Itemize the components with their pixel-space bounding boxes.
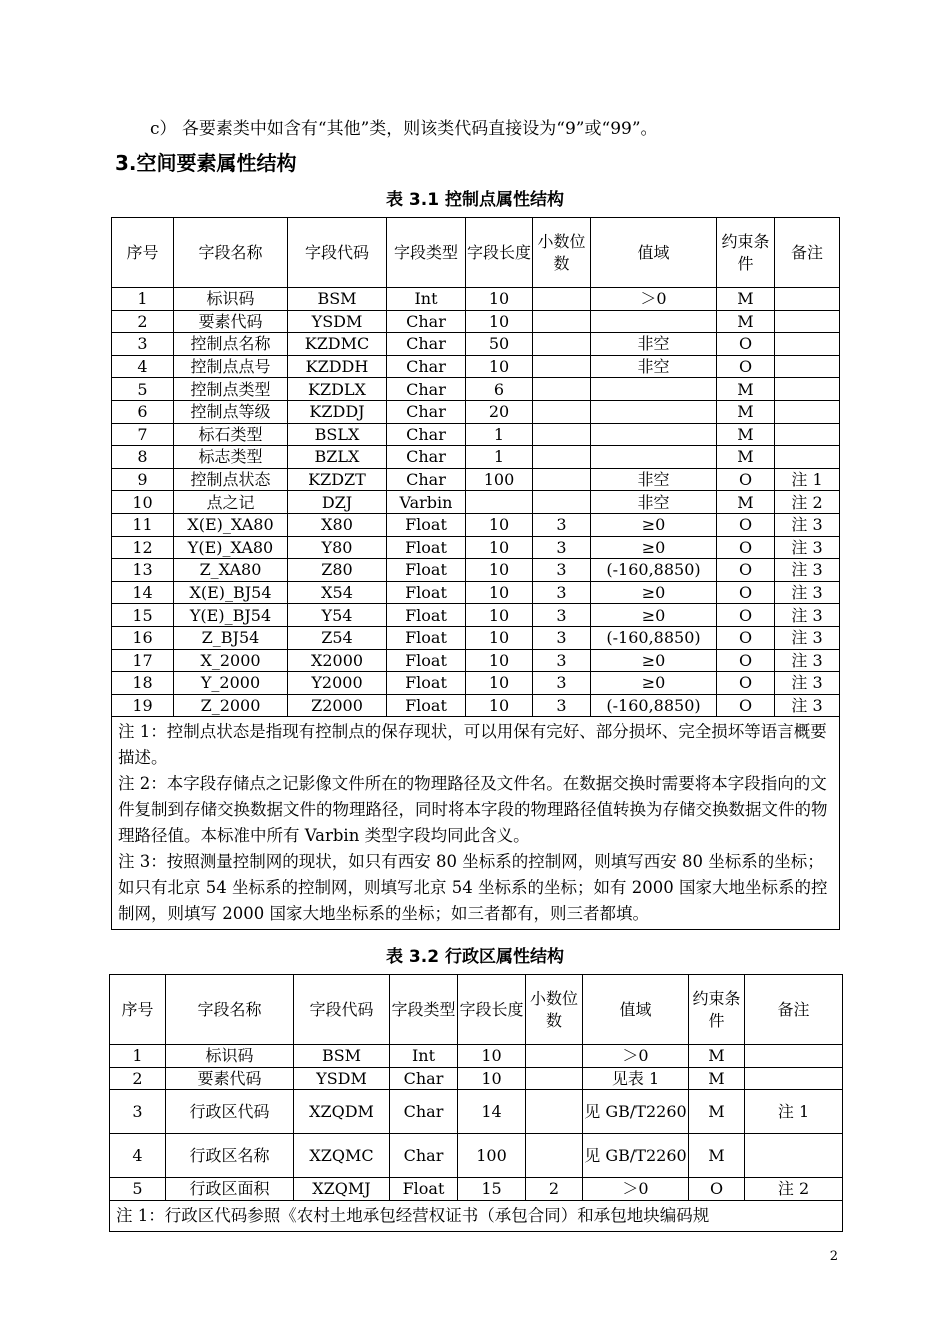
table-cell: 10: [466, 355, 533, 378]
table-cell: [533, 355, 591, 378]
table-cell: 10: [466, 536, 533, 559]
table-cell: O: [717, 694, 775, 717]
table-cell: XZQMC: [294, 1134, 390, 1178]
table-cell: M: [689, 1067, 745, 1090]
table-cell: Float: [387, 513, 466, 536]
table-cell: Float: [387, 694, 466, 717]
table-cell: 17: [112, 649, 174, 672]
table-cell: X80: [288, 513, 387, 536]
table-cell: ≥0: [591, 581, 717, 604]
table-cell: [775, 378, 840, 401]
table-note: 注 1：行政区代码参照《农村土地承包经营权证书（承包合同）和承包地块编码规: [116, 1205, 710, 1225]
table-cell: ≥0: [591, 672, 717, 695]
table-cell: 2: [110, 1067, 166, 1090]
table-cell: 15: [112, 604, 174, 627]
table-cell: O: [689, 1178, 745, 1201]
table-cell: 4: [112, 355, 174, 378]
table-cell: Char: [387, 423, 466, 446]
table-cell: 控制点状态: [174, 468, 288, 491]
table-cell: KZDDJ: [288, 400, 387, 423]
table-caption-admin-region: 表 3.2 行政区属性结构: [386, 947, 564, 967]
table-row: [112, 581, 840, 604]
table-cell: 2: [526, 1178, 583, 1201]
table-cell: 10: [466, 288, 533, 311]
table-cell: O: [717, 355, 775, 378]
table-cell: Int: [390, 1045, 458, 1068]
table-cell: 见 GB/T2260: [583, 1090, 689, 1134]
table-cell: 标志类型: [174, 446, 288, 469]
table-notes-row: [112, 717, 840, 930]
table-cell: [591, 400, 717, 423]
table-row: [110, 1067, 843, 1090]
table-cell: Char: [387, 468, 466, 491]
table-row: [112, 310, 840, 333]
table-row: [112, 288, 840, 311]
table-cell: 1: [466, 423, 533, 446]
table-note: 注 1：控制点状态是指现有控制点的保存现状，可以用保有完好、部分损坏、完全损坏等语言概要描述。: [118, 722, 827, 768]
table-row: [112, 468, 840, 491]
table-row: [112, 649, 840, 672]
table-cell: M: [717, 378, 775, 401]
table-cell: 6: [466, 378, 533, 401]
table-cell: 18: [112, 672, 174, 695]
table-cell: Y_2000: [174, 672, 288, 695]
column-header: 约束条件: [689, 975, 745, 1045]
table-cell: O: [717, 333, 775, 356]
section-heading: 3.空间要素属性结构: [115, 151, 297, 175]
table-cell: Varbin: [387, 491, 466, 514]
list-item-c: c） 各要素类中如含有“其他”类，则该类代码直接设为“9”或“99”。: [150, 119, 658, 139]
table-cell: [526, 1090, 583, 1134]
table-cell: O: [717, 626, 775, 649]
table-cell: [745, 1045, 843, 1068]
table-cell: KZDZT: [288, 468, 387, 491]
table-cell: [533, 468, 591, 491]
table-cell: 标识码: [174, 288, 288, 311]
table-row: [112, 672, 840, 695]
table-row: [112, 333, 840, 356]
table-cell: [526, 1067, 583, 1090]
table-cell: (-160,8850): [591, 559, 717, 582]
table-cell: KZDLX: [288, 378, 387, 401]
table-cell: O: [717, 649, 775, 672]
column-header: 约束条件: [717, 218, 775, 288]
table-cell: [466, 491, 533, 514]
table-cell: 3: [533, 581, 591, 604]
table-cell: Char: [387, 446, 466, 469]
table-cell: Y(E)_BJ54: [174, 604, 288, 627]
table-cell: O: [717, 581, 775, 604]
table-cell: 见表 1: [583, 1067, 689, 1090]
table-row: [110, 1090, 843, 1134]
table-cell: 控制点等级: [174, 400, 288, 423]
table-cell: 2: [112, 310, 174, 333]
table-cell: 5: [110, 1178, 166, 1201]
table-cell: Char: [387, 355, 466, 378]
table-cell: (-160,8850): [591, 694, 717, 717]
column-header: 序号: [112, 218, 174, 288]
table-cell: X(E)_XA80: [174, 513, 288, 536]
table-cell: 100: [466, 468, 533, 491]
table-cell: 6: [112, 400, 174, 423]
table-cell: 10: [458, 1067, 526, 1090]
table-cell: 10: [466, 513, 533, 536]
table-cell: 20: [466, 400, 533, 423]
table-cell: [533, 310, 591, 333]
table-cell: 100: [458, 1134, 526, 1178]
table-cell: 注 3: [775, 649, 840, 672]
table-notes-row: [110, 1200, 843, 1231]
table-cell: ≥0: [591, 513, 717, 536]
table-cell: 10: [112, 491, 174, 514]
table-cell: O: [717, 468, 775, 491]
table-cell: 16: [112, 626, 174, 649]
table-cell: BSM: [294, 1045, 390, 1068]
table-cell: 12: [112, 536, 174, 559]
table-cell: [533, 333, 591, 356]
table-note: 注 2：本字段存储点之记影像文件所在的物理路径及文件名。在数据交换时需要将本字段指向的文件复制到存储交换数据文件的物理路径，同时将本字段的物理路径值转换为存储交换数据文件的物理路径值。本标准中所有 Varbin 类型字段均同此含义。: [118, 774, 828, 846]
table-cell: 13: [112, 559, 174, 582]
table-cell: 点之记: [174, 491, 288, 514]
column-header: 字段长度: [466, 218, 533, 288]
table-cell: 11: [112, 513, 174, 536]
table-cell: Char: [390, 1067, 458, 1090]
table-cell: O: [717, 559, 775, 582]
table-cell: [533, 400, 591, 423]
table-cell: X_2000: [174, 649, 288, 672]
table-cell: 非空: [591, 355, 717, 378]
table-cell: Z54: [288, 626, 387, 649]
table-row: [112, 604, 840, 627]
table-cell: O: [717, 536, 775, 559]
table-cell: 见 GB/T2260: [583, 1134, 689, 1178]
table-cell: Z80: [288, 559, 387, 582]
table-cell: 要素代码: [174, 310, 288, 333]
table-row: [112, 446, 840, 469]
table-cell: M: [689, 1134, 745, 1178]
page-number: 2: [829, 1249, 838, 1264]
table-cell: 注 3: [775, 604, 840, 627]
table-cell: M: [717, 400, 775, 423]
table-row: [110, 1134, 843, 1178]
table-cell: Char: [390, 1090, 458, 1134]
table-cell: [775, 310, 840, 333]
table-cell: Y2000: [288, 672, 387, 695]
table-cell: 要素代码: [166, 1067, 294, 1090]
table-cell: 7: [112, 423, 174, 446]
table-cell: Float: [387, 626, 466, 649]
table-header-row: [110, 975, 843, 1045]
table-cell: [775, 288, 840, 311]
table-cell: ＞0: [591, 288, 717, 311]
admin-region-attribute-table: [109, 974, 843, 1232]
table-note: 注 3：按照测量控制网的现状，如只有西安 80 坐标系的控制网，则填写西安 80 坐标系的坐标；如只有北京 54 坐标系的控制网，则填写北京 54 坐标系的坐标；如有 2000 国家大地坐标系的控制网，则填写 2000 国家大地坐标系的坐标；如三者都有，则三者都填。: [118, 852, 828, 924]
table-cell: 注 3: [775, 626, 840, 649]
table-cell: 10: [466, 310, 533, 333]
table-cell: 50: [466, 333, 533, 356]
table-cell: X(E)_BJ54: [174, 581, 288, 604]
column-header: 备注: [775, 218, 840, 288]
table-cell: [775, 423, 840, 446]
table-cell: Y(E)_XA80: [174, 536, 288, 559]
table-cell: 3: [533, 626, 591, 649]
table-cell: [591, 423, 717, 446]
table-cell: X2000: [288, 649, 387, 672]
table-cell: M: [717, 446, 775, 469]
table-cell: BZLX: [288, 446, 387, 469]
table-cell: 标识码: [166, 1045, 294, 1068]
table-cell: XZQDM: [294, 1090, 390, 1134]
table-cell: 15: [458, 1178, 526, 1201]
table-cell: 注 1: [745, 1090, 843, 1134]
table-cell: 10: [458, 1045, 526, 1068]
table-cell: Z2000: [288, 694, 387, 717]
table-cell: 标石类型: [174, 423, 288, 446]
table-row: [112, 423, 840, 446]
table-cell: 3: [533, 513, 591, 536]
table-cell: 注 3: [775, 559, 840, 582]
table-cell: 10: [466, 672, 533, 695]
table-cell: Float: [390, 1178, 458, 1201]
table-cell: ≥0: [591, 604, 717, 627]
table-cell: 控制点类型: [174, 378, 288, 401]
table-cell: 10: [466, 604, 533, 627]
table-cell: Float: [387, 536, 466, 559]
table-cell: 10: [466, 694, 533, 717]
table-row: [112, 491, 840, 514]
table-cell: 10: [466, 649, 533, 672]
table-header-row: [112, 218, 840, 288]
column-header: 字段类型: [390, 975, 458, 1045]
table-cell: 注 3: [775, 536, 840, 559]
table-cell: Char: [387, 310, 466, 333]
table-cell: [533, 288, 591, 311]
table-row: [112, 536, 840, 559]
table-cell: 10: [466, 581, 533, 604]
table-cell: 行政区面积: [166, 1178, 294, 1201]
table-cell: 注 3: [775, 694, 840, 717]
table-cell: [526, 1045, 583, 1068]
table-cell: [533, 378, 591, 401]
table-cell: KZDDH: [288, 355, 387, 378]
table-cell: 注 1: [775, 468, 840, 491]
table-cell: 3: [533, 649, 591, 672]
table-cell: 14: [112, 581, 174, 604]
table-cell: 非空: [591, 491, 717, 514]
table-row: [112, 559, 840, 582]
control-point-attribute-table: [111, 217, 840, 930]
column-header: 小数位数: [533, 218, 591, 288]
table-cell: Z_2000: [174, 694, 288, 717]
table-cell: 3: [533, 694, 591, 717]
table-notes: [112, 717, 840, 930]
table-cell: [745, 1134, 843, 1178]
table-cell: M: [717, 423, 775, 446]
table-cell: 1: [466, 446, 533, 469]
table-cell: 行政区名称: [166, 1134, 294, 1178]
table-cell: 3: [110, 1090, 166, 1134]
table-row: [112, 513, 840, 536]
table-cell: 19: [112, 694, 174, 717]
column-header: 值域: [591, 218, 717, 288]
table-cell: YSDM: [288, 310, 387, 333]
table-row: [112, 378, 840, 401]
table-row: [112, 400, 840, 423]
table-cell: Float: [387, 559, 466, 582]
column-header: 值域: [583, 975, 689, 1045]
table-cell: Float: [387, 672, 466, 695]
table-cell: Float: [387, 604, 466, 627]
column-header: 字段类型: [387, 218, 466, 288]
table-cell: 1: [112, 288, 174, 311]
table-cell: [775, 446, 840, 469]
table-row: [110, 1045, 843, 1068]
table-caption-control-points: 表 3.1 控制点属性结构: [386, 190, 564, 210]
table-cell: [775, 333, 840, 356]
column-header: 小数位数: [526, 975, 583, 1045]
table-row: [112, 626, 840, 649]
column-header: 字段名称: [166, 975, 294, 1045]
table-cell: 3: [533, 672, 591, 695]
table-cell: 3: [533, 536, 591, 559]
table-cell: 控制点名称: [174, 333, 288, 356]
table-cell: O: [717, 513, 775, 536]
table-cell: ≥0: [591, 649, 717, 672]
table-cell: M: [717, 491, 775, 514]
table-cell: 注 3: [775, 513, 840, 536]
table-cell: 8: [112, 446, 174, 469]
table-cell: [533, 491, 591, 514]
table-cell: (-160,8850): [591, 626, 717, 649]
table-cell: 10: [466, 559, 533, 582]
table-cell: 非空: [591, 468, 717, 491]
table-notes: [110, 1200, 843, 1231]
table-cell: [591, 446, 717, 469]
table-cell: O: [717, 604, 775, 627]
table-cell: Char: [387, 378, 466, 401]
table-cell: 3: [112, 333, 174, 356]
table-cell: 行政区代码: [166, 1090, 294, 1134]
table-cell: KZDMC: [288, 333, 387, 356]
table-cell: M: [717, 288, 775, 311]
table-cell: ＞0: [583, 1178, 689, 1201]
column-header: 序号: [110, 975, 166, 1045]
column-header: 字段长度: [458, 975, 526, 1045]
table-cell: Char: [390, 1134, 458, 1178]
table-cell: 4: [110, 1134, 166, 1178]
table-row: [112, 694, 840, 717]
table-cell: Z_XA80: [174, 559, 288, 582]
table-cell: Y54: [288, 604, 387, 627]
table-cell: Y80: [288, 536, 387, 559]
column-header: 字段名称: [174, 218, 288, 288]
table-cell: 10: [466, 626, 533, 649]
table-cell: [591, 378, 717, 401]
table-cell: O: [717, 672, 775, 695]
table-cell: DZJ: [288, 491, 387, 514]
column-header: 字段代码: [294, 975, 390, 1045]
table-cell: BSM: [288, 288, 387, 311]
table-cell: XZQMJ: [294, 1178, 390, 1201]
table-row: [110, 1178, 843, 1201]
table-cell: 注 3: [775, 672, 840, 695]
table-cell: X54: [288, 581, 387, 604]
table-cell: M: [689, 1045, 745, 1068]
table-cell: 1: [110, 1045, 166, 1068]
table-cell: 控制点点号: [174, 355, 288, 378]
table-cell: [745, 1067, 843, 1090]
table-row: [112, 355, 840, 378]
column-header: 字段代码: [288, 218, 387, 288]
table-cell: Float: [387, 581, 466, 604]
table-cell: 3: [533, 604, 591, 627]
table-cell: [533, 423, 591, 446]
table-cell: Int: [387, 288, 466, 311]
table-cell: Char: [387, 333, 466, 356]
table-cell: [591, 310, 717, 333]
table-cell: 非空: [591, 333, 717, 356]
table-cell: 注 3: [775, 581, 840, 604]
table-cell: BSLX: [288, 423, 387, 446]
table-cell: M: [717, 310, 775, 333]
table-cell: [775, 400, 840, 423]
table-cell: M: [689, 1090, 745, 1134]
table-cell: Char: [387, 400, 466, 423]
table-cell: ＞0: [583, 1045, 689, 1068]
table-cell: YSDM: [294, 1067, 390, 1090]
table-cell: 注 2: [745, 1178, 843, 1201]
column-header: 备注: [745, 975, 843, 1045]
table-cell: [533, 446, 591, 469]
table-cell: Z_BJ54: [174, 626, 288, 649]
table-cell: [526, 1134, 583, 1178]
table-cell: ≥0: [591, 536, 717, 559]
table-cell: 5: [112, 378, 174, 401]
table-cell: 14: [458, 1090, 526, 1134]
table-cell: 3: [533, 559, 591, 582]
table-cell: 9: [112, 468, 174, 491]
table-cell: [775, 355, 840, 378]
table-cell: 注 2: [775, 491, 840, 514]
table-cell: Float: [387, 649, 466, 672]
